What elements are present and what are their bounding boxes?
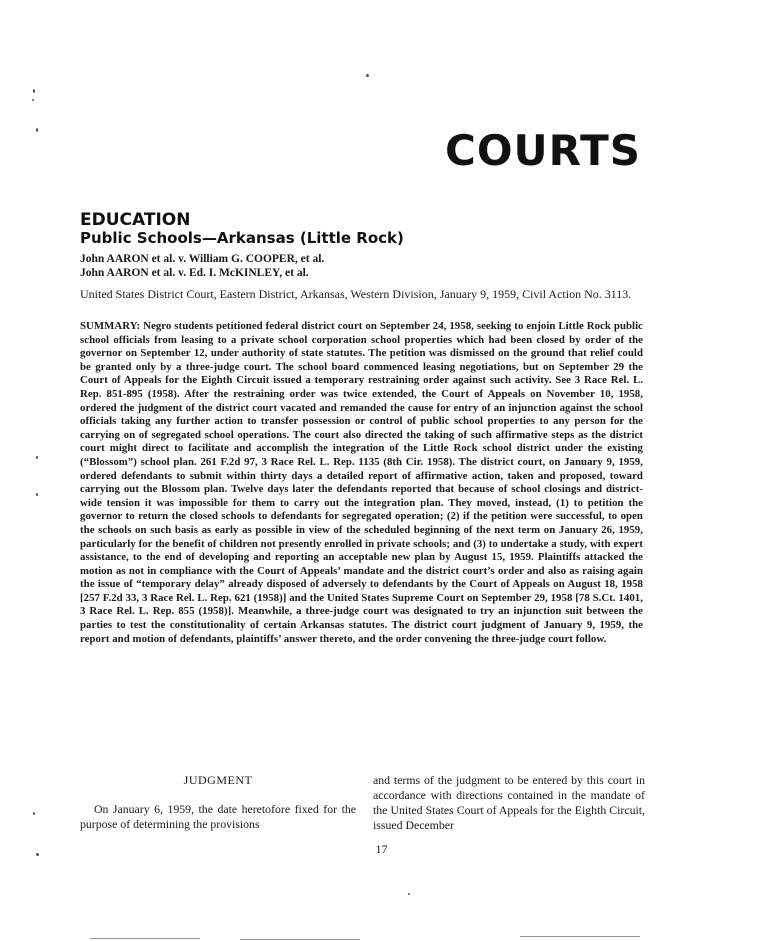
scan-speck (408, 893, 410, 895)
left-column-text: On January 6, 1959, the date heretofore fixed for the purpose of determining the provisions (80, 802, 356, 831)
scan-speck (33, 89, 35, 93)
scan-speck (33, 812, 35, 815)
summary-label: SUMMARY: (80, 320, 141, 332)
summary-paragraph (80, 320, 643, 646)
court-info: United States District Court, Eastern District, Arkansas, Western Division, January 9, 1959, Civil Action No. 3113. (80, 287, 632, 301)
scan-speck (366, 74, 369, 77)
scan-edge-line (240, 939, 360, 940)
page-number: 17 (375, 842, 388, 856)
scan-speck (36, 128, 38, 132)
right-column-text: and terms of the judgment to be entered by this court in accordance with directions contained in the mandate of the United States Court of Appeals for the Eighth Circuit, issued December (373, 773, 645, 832)
section-title: COURTS (445, 126, 641, 175)
scan-edge-line (90, 938, 200, 939)
scan-speck (36, 456, 38, 459)
scan-speck (36, 493, 38, 496)
case-name: John AARON et al. v. William G. COOPER, et al. (80, 253, 325, 265)
judgment-heading: JUDGMENT (183, 773, 253, 787)
left-column (80, 773, 356, 832)
case-name: John AARON et al. v. Ed. I. McKINLEY, et al. (80, 267, 309, 279)
case-names (80, 252, 640, 280)
topic-subheading: Public Schools—Arkansas (Little Rock) (80, 229, 404, 247)
scan-edge-line (520, 936, 640, 937)
right-column (373, 773, 645, 833)
summary-text: Negro students petitioned federal district court on September 24, 1958, seeking to enjoin Little Rock public school officials from leasing to a private school corporation school properties which had been closed by order of the governor on September 12, under authority of state statutes. The petition was dismissed on the ground that relief could be granted only by a three-judge court. The school board commenced leasing negotiations, but on September 29 the Court of Appeals for the Eighth Circuit issued a temporary restraining order against such activity. See 3 Race Rel. L. Rep. 851-895 (1958). After the restraining order was twice extended, the Court of Appeals on November 10, 1958, ordered the judgment of the district court vacated and remanded the cause for entry of an injunction against the school officials taking any further action to transfer possession or control of public school properties to any person for the carrying on of segregated school operations. The court also directed the taking of such affirmative steps as the district court might direct to facilitate and accomplish the integration of the Little Rock school district under the existing (“Blossom”) school plan. 261 F.2d 97, 3 Race Rel. L. Rep. 1135 (8th Cir. 1958). The district court, on January 9, 1959, ordered defendants to submit within thirty days a detailed report of affirmative action, taken and proposed, toward carrying out the Blossom plan. Twelve days later the defendants reported that because of school closings and district-wide tension it was impossible for them to carry out the integration plan. They moved, instead, (1) to petition the governor to return the closed schools to defendants for segregated operation; (2) if the petition were successful, to open the schools on such basis as early as possible in view of the scheduled beginning of the next term on January 26, 1959, particularly for the benefit of children not presently enrolled in private schools; and (3) to undertake a study, with expert assistance, to the end of developing and reporting an acceptable new plan by August 15, 1959. Plaintiffs attacked the motion as not in compliance with the Court of Appeals’ mandate and the district court’s order and also as raising again the issue of “temporary delay” already disposed of adversely to defendants by the Court of Appeals on August 18, 1958 [257 F.2d 33, 3 Race Rel. L. Rep. 621 (1958)] and the United States Supreme Court on September 29, 1958 [78 S.Ct. 1401, 3 Race Rel. L. Rep. 855 (1958)]. Meanwhile, a three-judge court was designated to try an injunction suit between the parties to test the constitutionality of certain Arkansas statutes. The district court judgment of January 9, 1959, the report and motion of defendants, plaintiffs’ answer thereto, and the order convening the three-judge court follow. (80, 320, 643, 645)
scan-speck (32, 99, 34, 101)
topic-heading: EDUCATION (80, 210, 191, 230)
